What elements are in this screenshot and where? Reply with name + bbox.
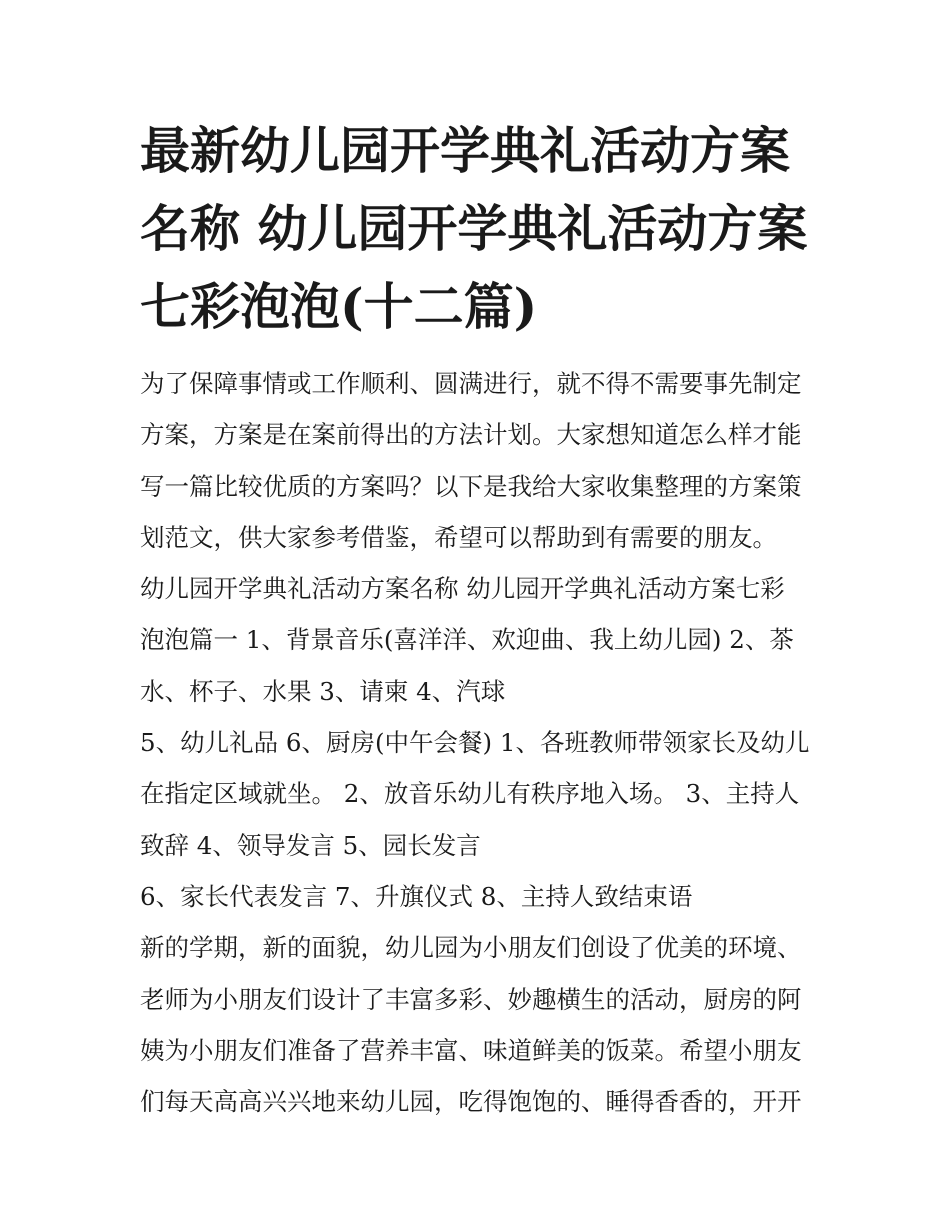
document-body	[140, 358, 820, 1127]
title-line-2: 名称 幼儿园开学典礼活动方案	[140, 199, 808, 258]
text-line: 幼儿园开学典礼活动方案名称 幼儿园开学典礼活动方案七彩	[140, 574, 785, 604]
procedure-paragraph	[140, 717, 820, 871]
text-line: 老师为小朋友们设计了丰富多彩、妙趣横生的活动，厨房的阿	[140, 984, 802, 1014]
text-line: 5、幼儿礼品 6、厨房(中午会餐) 1、各班教师带领家长及幼儿	[140, 728, 810, 758]
preparation-paragraph	[140, 563, 820, 717]
text-line: 泡泡篇一 1、背景音乐(喜洋洋、欢迎曲、我上幼儿园) 2、茶	[140, 625, 794, 655]
document-title	[140, 112, 820, 346]
title-line-3: 七彩泡泡(十二篇)	[140, 277, 538, 336]
text-line: 划范文，供大家参考借鉴，希望可以帮助到有需要的朋友。	[140, 522, 777, 552]
text-line: 致辞 4、领导发言 5、园长发言	[140, 830, 481, 860]
text-line: 们每天高高兴兴地来幼儿园，吃得饱饱的、睡得香香的，开开	[140, 1087, 802, 1117]
title-line-1: 最新幼儿园开学典礼活动方案	[140, 121, 790, 180]
procedure-continued-paragraph	[140, 871, 820, 922]
text-line: 在指定区域就坐。 2、放音乐幼儿有秩序地入场。 3、主持人	[140, 779, 800, 809]
document-page	[140, 112, 820, 1127]
text-line: 写一篇比较优质的方案吗？以下是我给大家收集整理的方案策	[140, 471, 802, 501]
text-line: 为了保障事情或工作顺利、圆满进行，就不得不需要事先制定	[140, 369, 802, 398]
welcome-paragraph	[140, 922, 820, 1127]
intro-paragraph	[140, 358, 820, 563]
text-line: 水、杯子、水果 3、请柬 4、汽球	[140, 676, 506, 706]
text-line: 姨为小朋友们准备了营养丰富、味道鲜美的饭菜。希望小朋友	[140, 1035, 802, 1065]
text-line: 方案，方案是在案前得出的方法计划。大家想知道怎么样才能	[140, 420, 802, 450]
text-line: 新的学期，新的面貌，幼儿园为小朋友们创设了优美的环境、	[140, 933, 802, 963]
text-line: 6、家长代表发言 7、升旗仪式 8、主持人致结束语	[140, 881, 693, 911]
